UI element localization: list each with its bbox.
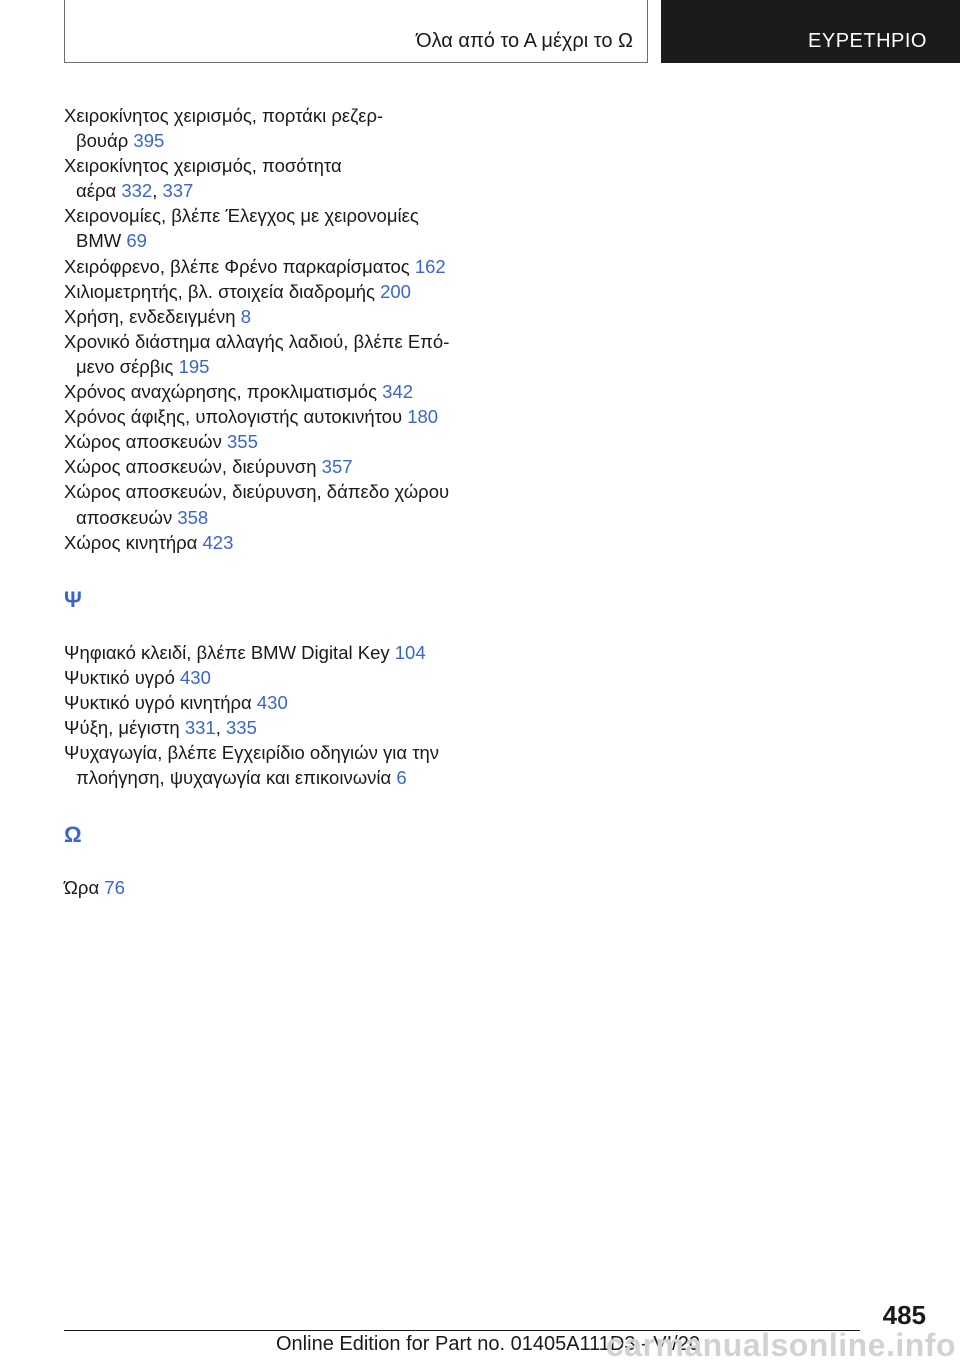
index-entry-text: Χώρος αποσκευών, διεύρυνση (64, 456, 317, 478)
page-ref-link[interactable]: 395 (133, 130, 165, 152)
page-ref-link[interactable]: 430 (256, 691, 288, 713)
page-ref-link[interactable]: 342 (382, 381, 414, 403)
page-ref-link[interactable]: 423 (202, 531, 234, 553)
index-entry-continuation: αέρα 332, 337 (76, 180, 194, 202)
index-entry (64, 304, 484, 329)
page-ref-link[interactable]: 430 (180, 666, 211, 688)
index-entry-line (64, 690, 484, 715)
index-entry-text: Ώρα (64, 877, 100, 899)
index-entry-line (64, 665, 484, 690)
index-entry-text: Χρονικό διάστημα αλλαγής λαδιού, βλέπε Επό- (64, 330, 450, 352)
index-entry-text: Ψηφιακό κλειδί, βλέπε BMW Digital Key (64, 641, 390, 663)
index-entry-text: Ψύξη, μέγιστη (64, 716, 180, 738)
chapter-title: ΕΥΡΕΤΗΡΙΟ (808, 30, 927, 52)
index-letter-omega: Ω (64, 822, 82, 848)
index-entry-line (64, 254, 484, 279)
index-entry-line (64, 454, 484, 479)
header-chapter-tab[interactable] (661, 0, 960, 63)
index-entry-text: Χώρος αποσκευών, διεύρυνση, δάπεδο χώρου (64, 481, 450, 503)
page-ref-link[interactable]: 355 (227, 431, 258, 453)
index-entry (64, 665, 484, 690)
page-ref-link[interactable]: 335 (226, 716, 257, 738)
index-entry-continuation (64, 505, 484, 530)
page-ref-link[interactable]: 337 (162, 180, 194, 202)
index-entry-text: Ψυχαγωγία, βλέπε Εγχειρίδιο οδηγιών για την (64, 742, 440, 764)
page-ref-link[interactable]: 104 (394, 641, 426, 663)
page-ref-link[interactable]: 195 (178, 355, 210, 377)
page-ref-link[interactable]: 162 (414, 255, 446, 277)
index-entry (64, 379, 484, 404)
index-entry-line (64, 379, 484, 404)
index-group-psi (64, 640, 484, 791)
index-entry-line (64, 404, 484, 429)
index-entry (64, 103, 484, 153)
index-entry-line (64, 429, 484, 454)
index-content (64, 103, 484, 900)
index-entry (64, 640, 484, 665)
page-ref-link[interactable]: 8 (240, 305, 251, 327)
index-entry-line (64, 203, 484, 228)
page-ref-link[interactable]: 180 (407, 406, 439, 428)
index-entry (64, 203, 484, 253)
index-letter-psi: Ψ (64, 586, 82, 612)
index-entry-line (64, 103, 484, 128)
footer-edition: Online Edition for Part no. 01405A111D3 - VI/20 (276, 1333, 700, 1355)
index-entry-text: Χώρος αποσκευών (64, 431, 222, 453)
index-entry-text: Χειροκίνητος χειρισμός, πορτάκι ρεζερ- (64, 105, 384, 126)
index-entry-text: αέρα (76, 180, 117, 202)
index-entry (64, 429, 484, 454)
index-entry (64, 454, 484, 479)
index-entry-line: Ψύξη, μέγιστη 331, 335 (64, 716, 257, 738)
index-entry (64, 404, 484, 429)
index-entry (64, 875, 484, 900)
page-ref-link[interactable]: 200 (380, 280, 411, 302)
index-entry-text: BMW (76, 230, 122, 252)
index-entry-continuation (64, 354, 484, 379)
index-entry-line (64, 304, 484, 329)
index-entry-line (64, 329, 484, 354)
index-entry (64, 690, 484, 715)
index-entry-continuation (64, 128, 484, 153)
index-entry-line (64, 740, 484, 765)
index-entry-text: Χειροκίνητος χειρισμός, ποσότητα (64, 155, 342, 177)
index-entry (64, 530, 484, 555)
index-group-x (64, 103, 484, 555)
index-entry (64, 153, 484, 203)
index-entry-text: Χώρος κινητήρα (64, 531, 198, 553)
index-entry-text: αποσκευών (76, 506, 173, 528)
index-entry-line (64, 530, 484, 555)
index-entry-continuation (64, 228, 484, 253)
index-group-omega (64, 875, 484, 900)
index-entry-text: Χρόνος αναχώρησης, προκλιματισμός (64, 381, 378, 403)
index-entry-text: Χρήση, ενδεδειγμένη (64, 305, 236, 327)
index-entry-line (64, 153, 484, 178)
index-entry-text: Χειρόφρενο, βλέπε Φρένο παρκαρίσματος (64, 255, 410, 277)
page-ref-link[interactable]: 357 (321, 456, 353, 478)
section-title: Όλα από το Α μέχρι το Ω (416, 30, 633, 52)
index-entry-text: Ψυκτικό υγρό (64, 666, 175, 688)
index-entry-line (64, 640, 484, 665)
index-entry-text: μενο σέρβις (76, 355, 174, 377)
index-entry-text: Χρόνος άφιξης, υπολογιστής αυτοκινήτου (64, 406, 403, 428)
page-ref-link[interactable]: 331 (184, 716, 216, 738)
index-entry-text: Ψυκτικό υγρό κινητήρα (64, 691, 252, 713)
index-entry-text: βουάρ (76, 130, 129, 152)
index-entry-continuation (64, 765, 484, 790)
watermark: carmanualsonline.info (605, 1327, 956, 1363)
page-ref-link[interactable]: 76 (104, 877, 125, 899)
index-entry-text: πλοήγηση, ψυχαγωγία και επικοινωνία (76, 767, 392, 789)
page-ref-link[interactable]: 69 (126, 230, 147, 252)
index-entry (64, 279, 484, 304)
index-entry (64, 329, 484, 379)
index-entry-line (64, 479, 484, 504)
index-entry-line (64, 875, 484, 900)
page-ref-link[interactable]: 358 (177, 506, 209, 528)
page-ref-link[interactable]: 6 (396, 767, 407, 789)
index-entry (64, 254, 484, 279)
page-number: 485 (882, 1300, 926, 1330)
index-entry-text: Χιλιομετρητής, βλ. στοιχεία διαδρομής (64, 280, 375, 302)
index-entry-line (64, 279, 484, 304)
header-section-box (64, 0, 648, 63)
page-ref-link[interactable]: 332 (121, 180, 153, 202)
index-entry (64, 479, 484, 529)
index-entry-text: Χειρονομίες, βλέπε Έλεγχος με χειρονομίες (64, 205, 419, 227)
index-entry (64, 740, 484, 790)
index-entry (64, 715, 484, 740)
